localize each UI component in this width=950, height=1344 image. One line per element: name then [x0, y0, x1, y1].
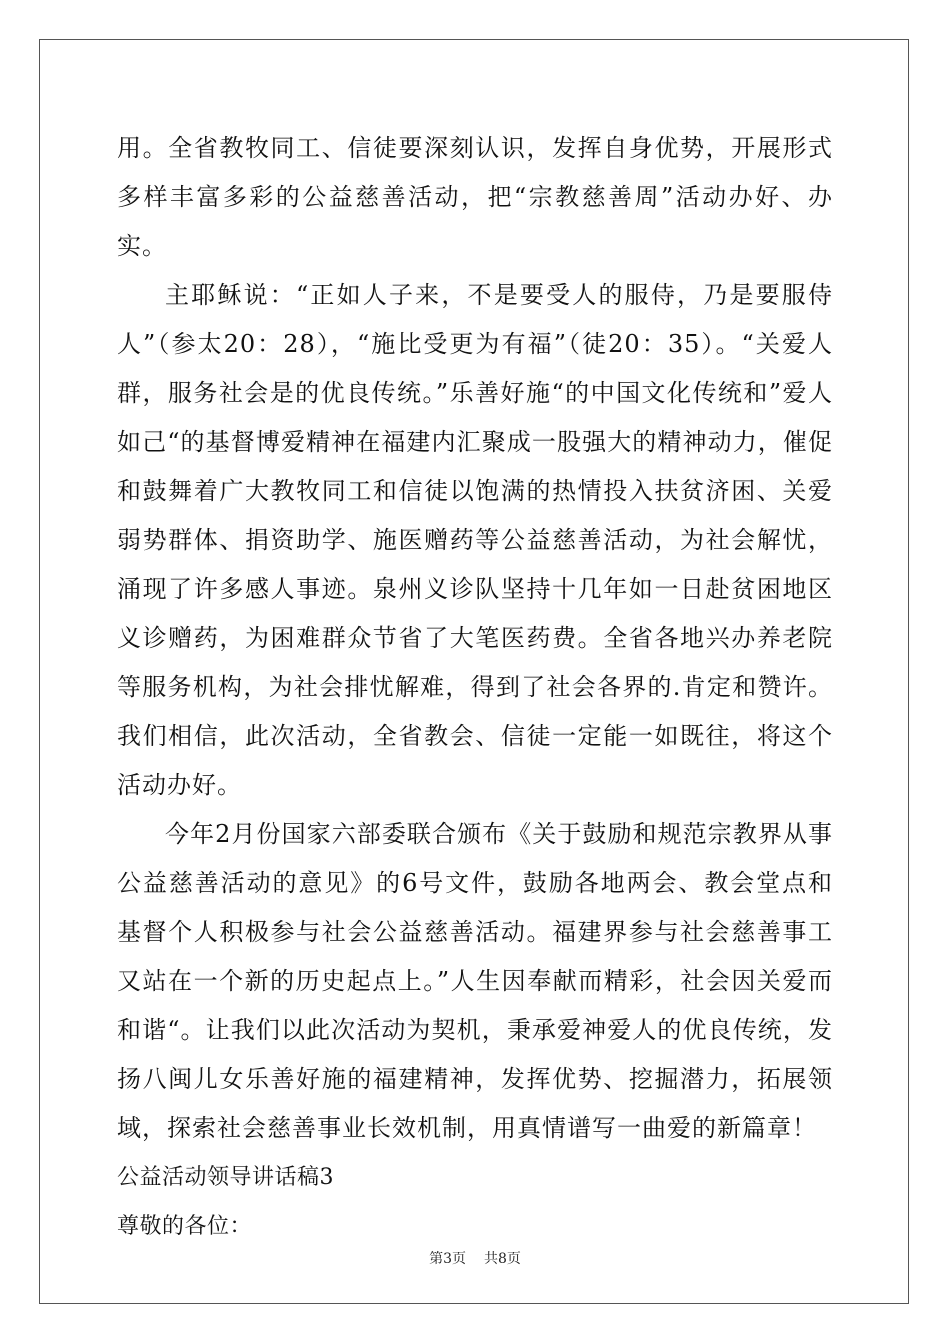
- paragraph-1: 用。全省教牧同工、信徒要深刻认识，发挥自身优势，开展形式多样丰富多彩的公益慈善活动，把“宗教慈善周”活动办好、办实。: [117, 134, 833, 260]
- page-total: 共8页: [484, 1251, 521, 1267]
- section-title: 公益活动领导讲话稿3: [117, 1165, 334, 1190]
- paragraph-3: 今年2月份国家六部委联合颁布《关于鼓励和规范宗教界从事公益慈善活动的意见》的6号文件，鼓励各地两会、教会堂点和基督个人积极参与社会公益慈善活动。福建界参与社会慈善事工又站在一个新的历史起点上。”人生因奉献而精彩，社会因关爱而和谐“。让我们以此次活动为契机，秉承爱神爱人的优良传统，发扬八闽儿女乐善好施的福建精神，发挥优势、挖掘潜力，拓展领域，探索社会慈善事业长效机制，用真情谱写一曲爱的新篇章！: [117, 820, 833, 1142]
- page-number: 第3页: [429, 1251, 466, 1267]
- document-body: [117, 124, 833, 1251]
- page-footer: [0, 1248, 950, 1268]
- salutation: 尊敬的各位：: [117, 1214, 253, 1239]
- paragraph-2: 主耶稣说：“正如人子来，不是要受人的服侍，乃是要服侍人”（参太20：28），“施比受更为有福”（徒20：35）。“关爱人群，服务社会是的优良传统。”乐善好施“的中国文化传统和”爱人如己“的基督博爱精神在福建内汇聚成一股强大的精神动力，催促和鼓舞着广大教牧同工和信徒以饱满的热情投入扶贫济困、关爱弱势群体、捐资助学、施医赠药等公益慈善活动，为社会解忧，涌现了许多感人事迹。泉州义诊队坚持十几年如一日赴贫困地区义诊赠药，为困难群众节省了大笔医药费。全省各地兴办养老院等服务机构，为社会排忧解难，得到了社会各界的.肯定和赞许。我们相信，此次活动，全省教会、信徒一定能一如既往，将这个活动办好。: [117, 281, 833, 799]
